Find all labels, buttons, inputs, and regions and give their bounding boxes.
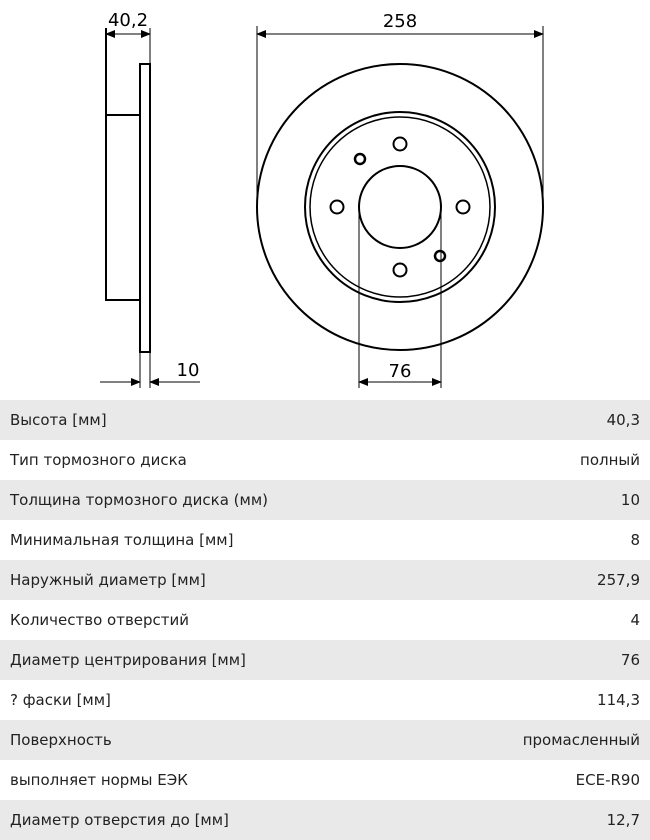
locating-hole-upper: [355, 154, 365, 164]
spec-label: Тип тормозного диска: [10, 451, 187, 469]
spec-row: [0, 480, 650, 520]
height-dimension: [106, 10, 150, 34]
spec-value: ECE-R90: [575, 771, 640, 789]
spec-value: 4: [630, 611, 640, 629]
spec-value: 10: [620, 491, 640, 509]
spec-label: Минимальная толщина [мм]: [10, 531, 234, 549]
spec-label: Толщина тормозного диска (мм): [10, 491, 269, 509]
spec-label: Поверхность: [10, 731, 112, 749]
spec-label: Диаметр отверстия до [мм]: [10, 811, 229, 829]
thickness-dimension-label: 10: [176, 360, 200, 381]
height-dimension-label: 40,2: [107, 10, 149, 31]
brake-disc-drawing: [0, 0, 650, 400]
spec-label: Наружный диаметр [мм]: [10, 571, 206, 589]
spec-value: 114,3: [597, 691, 640, 709]
center-bore-circle: [359, 166, 441, 248]
spec-label: ? фаски [мм]: [10, 691, 111, 709]
spec-row: [0, 440, 650, 480]
spec-row: [0, 560, 650, 600]
bolt-hole-top: [394, 138, 407, 151]
centering-diameter-label: 76: [388, 361, 412, 382]
front-view: [257, 64, 543, 350]
spec-row: [0, 600, 650, 640]
spec-row: [0, 400, 650, 440]
outer-diameter-label: 258: [382, 11, 418, 32]
spec-value: полный: [580, 451, 640, 469]
locating-hole-lower: [435, 251, 445, 261]
spec-value: 76: [620, 651, 640, 669]
spec-label: Высота [мм]: [10, 411, 107, 429]
spec-value: 40,3: [606, 411, 640, 429]
outer-rim-circle: [257, 64, 543, 350]
hat-outer-circle: [305, 112, 495, 302]
spec-label: выполняет нормы ЕЭК: [10, 771, 188, 789]
spec-label: Количество отверстий: [10, 611, 190, 629]
bolt-hole-left: [331, 201, 344, 214]
hat-inner-circle: [310, 117, 490, 297]
bolt-hole-bottom: [394, 264, 407, 277]
spec-row: [0, 800, 650, 840]
outer-diameter-dimension: [257, 11, 543, 207]
spec-row: [0, 680, 650, 720]
spec-value: промасленный: [522, 731, 640, 749]
spec-row: [0, 520, 650, 560]
spec-value: 257,9: [597, 571, 640, 589]
spec-row: [0, 640, 650, 680]
spec-label: Диаметр центрирования [мм]: [10, 651, 246, 669]
bolt-hole-right: [457, 201, 470, 214]
spec-value: 8: [630, 531, 640, 549]
spec-row: [0, 760, 650, 800]
spec-row: [0, 720, 650, 760]
spec-table: [0, 400, 650, 840]
side-profile-view: [106, 28, 150, 388]
spec-value: 12,7: [606, 811, 640, 829]
